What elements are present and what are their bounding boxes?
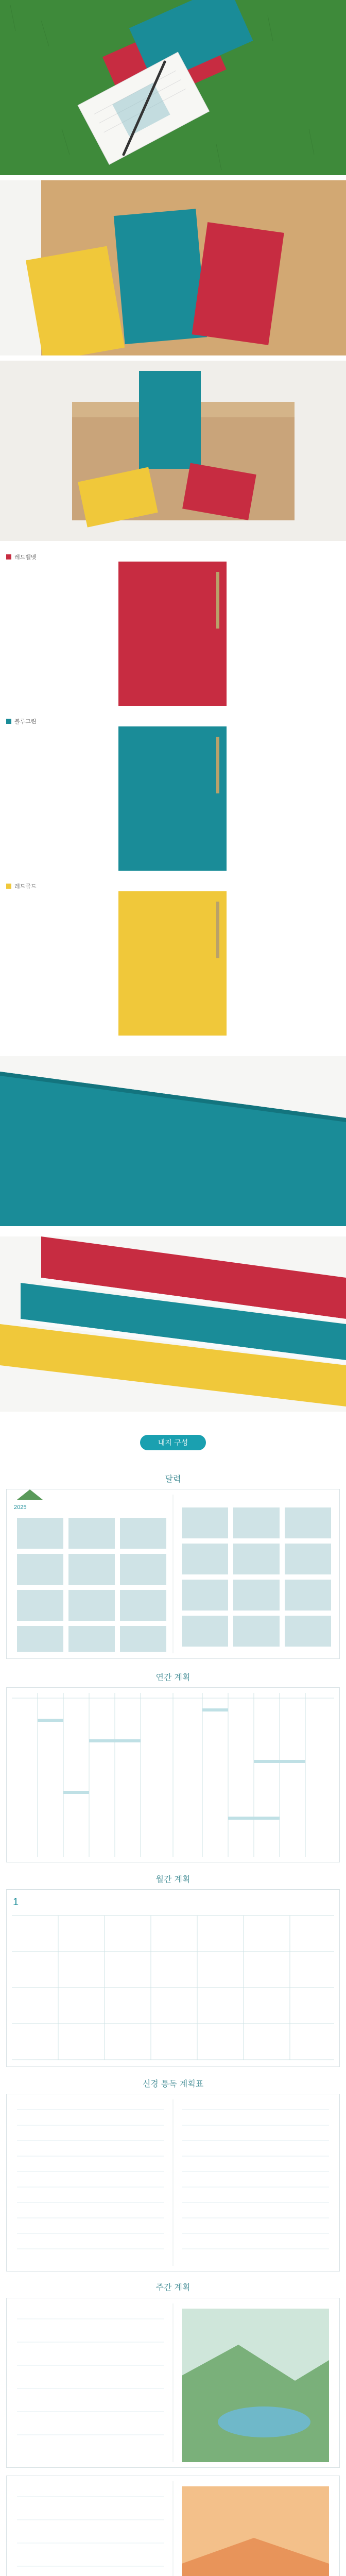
cover-yellow (0, 891, 346, 1036)
yearly-plan-page (6, 1687, 340, 1862)
contents-tag: 내지 구성 (140, 1435, 206, 1450)
photo-wood-three (0, 180, 346, 355)
section-title-weekly: 주간 계획 (155, 2282, 191, 2292)
hero-photo-grass (0, 0, 346, 175)
photo-standing (0, 361, 346, 541)
swatch-red-label: 레드벨벳 (14, 554, 37, 561)
cover-teal (0, 726, 346, 871)
swatch-yellow-color (6, 884, 11, 889)
swatch-red (6, 553, 37, 561)
section-title-monthly: 월간 계획 (155, 1874, 191, 1884)
weekly-plan-page-2 (6, 2476, 340, 2576)
swatch-teal (6, 717, 37, 725)
weekly-plan-page-1 (6, 2298, 340, 2468)
swatch-red-color (6, 554, 11, 560)
section-title-calendar: 달력 (165, 1474, 181, 1484)
condition-plan-page (6, 2094, 340, 2272)
swatch-teal-color (6, 719, 11, 724)
hero-grass-image (0, 0, 346, 175)
monthly-plan-page (6, 1889, 340, 2067)
section-title-yearly: 연간 계획 (155, 1672, 191, 1682)
monthly-number: 1 (13, 1896, 19, 1908)
section-title-condition: 신경 통독 계획표 (142, 2079, 204, 2089)
photo-stack-edges (0, 1236, 346, 1412)
calendar-year-left: 2025 (14, 1504, 27, 1511)
calendar-page (6, 1489, 340, 1659)
swatch-teal-label: 블루그린 (14, 718, 37, 725)
photo-teal-closeup (0, 1056, 346, 1226)
swatch-yellow-label: 레드골드 (14, 883, 37, 890)
swatch-yellow (6, 882, 37, 890)
cover-red (0, 562, 346, 706)
